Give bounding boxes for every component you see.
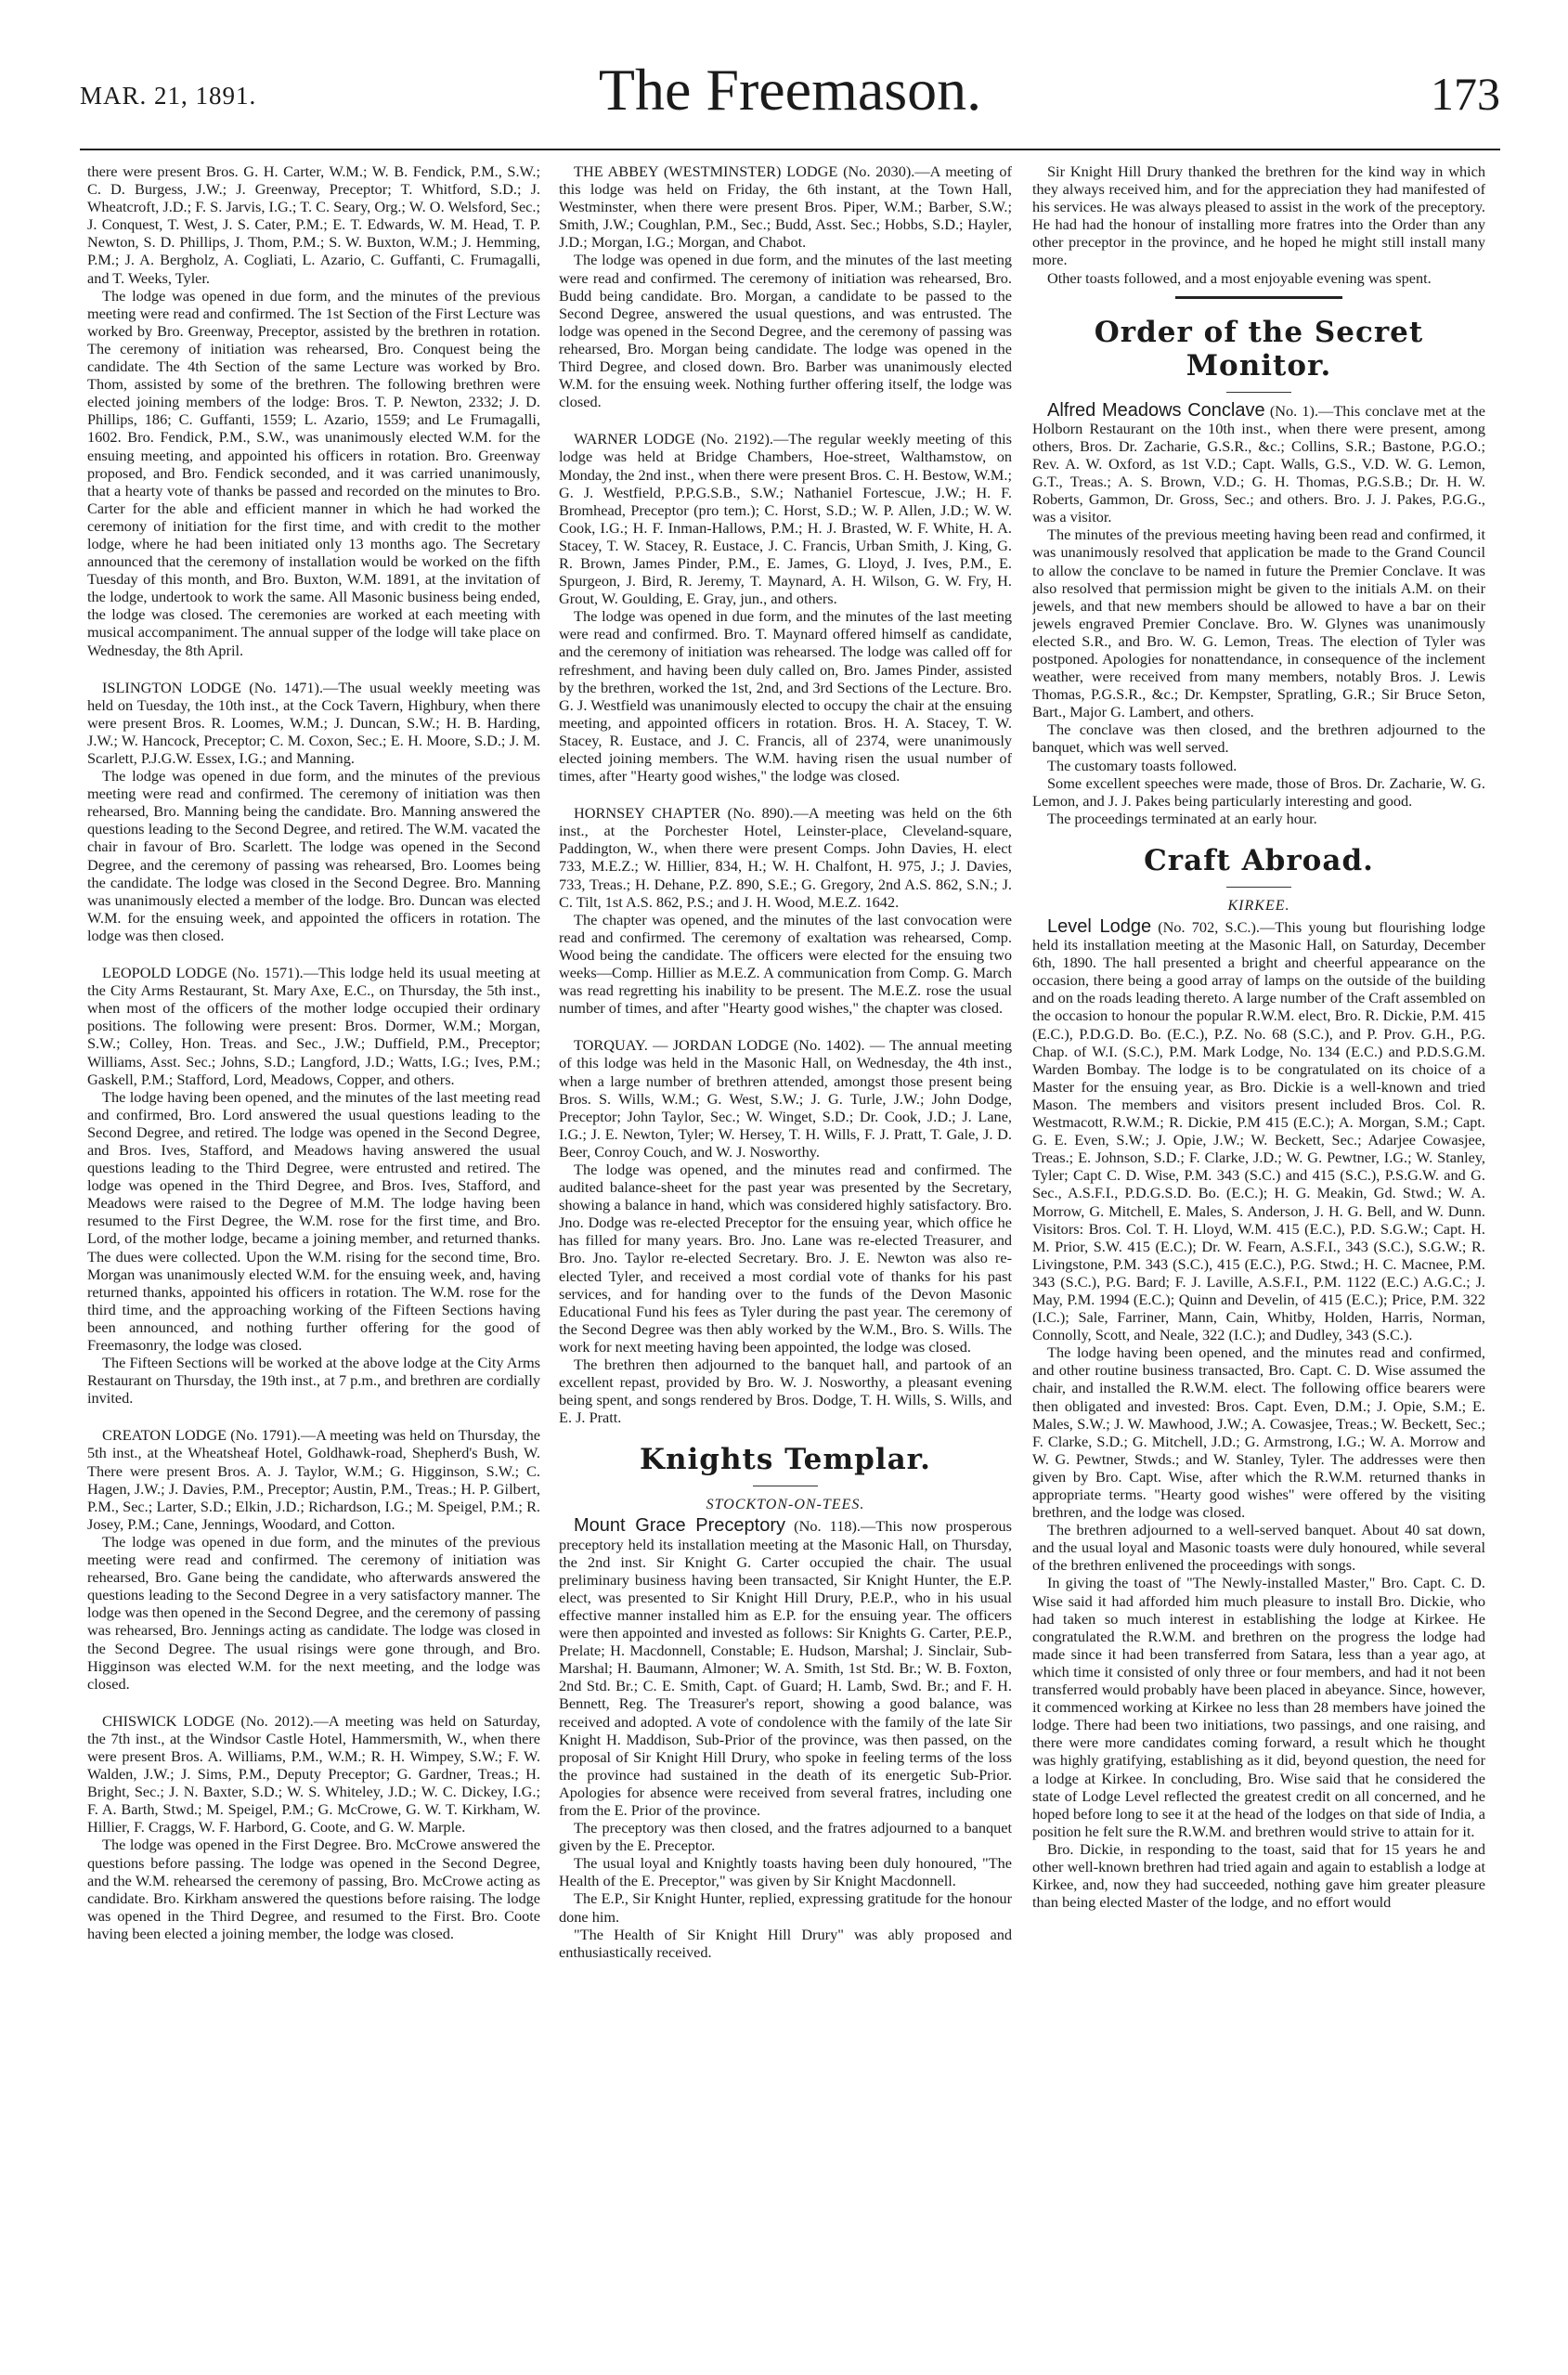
- paragraph: Bro. Dickie, in responding to the toast, said that for 15 years he and other well-known brethren had tried again and again to establish a lodge at Kirkee, and, now they had succeeded, nothing gave him greater pleasure than being elected Master of the lodge, and no effort would: [1032, 1839, 1485, 1912]
- divider: [1226, 887, 1291, 888]
- newspaper-title: The Freemason.: [598, 57, 982, 123]
- paragraph: WARNER LODGE (No. 2192).—The regular weekly meeting of this lodge was held at Bridge Chambers, Hoe-street, Walthamstow, on Monday, the 2nd inst., when there were present Bros. C. H. Bestow, W.M.; G. J. Westfield, P.P.G.S.B., S.W.; Nathaniel Fortescue, J.W.; H. F. Bromhead, Preceptor (pro tem.); C. Horst, S.D.; W. P. Allen, J.D.; W. W. Cook, I.G.; H. F. Inman-Hallows, P.M.; H. J. Brasted, W. F. White, H. A. Stacey, T. W. Stacey, R. Eustace, J. C. Francis, Urban Smith, J. King, G. R. Brown, James Pinder, P.M., E. James, G. Lloyd, J. Ives, P.M., E. Spurgeon, J. Bird, R. Jeremy, T. Maynard, A. H. Wilson, G. W. Fry, H. Grout, W. Goulding, E. Gray, jun., and others.: [559, 430, 1012, 608]
- paragraph: Other toasts followed, and a most enjoyable evening was spent.: [1047, 268, 1432, 287]
- paragraph: The lodge was opened in due form, and the minutes of the previous meeting were read and confirmed. The ceremony of initiation was then rehearsed, Bro. Manning being the candidate. Bro. Manning answered the questions leading to the Second Degree, and retired. The W.M. vacated the chair in favour of Bro. Scarlett. The lodge was opened in the Second Degree, and the ceremony of passing was rehearsed, Bro. Loomes being the candidate. The lodge was closed in the Second Degree. Bro. Manning was unanimously elected a member of the lodge. Bro. Duncan was elected W.M. for the ensuing week, and appointed the officers in rotation. The lodge was then closed.: [87, 767, 540, 944]
- section-heading-craft-abroad: Craft Abroad.: [1144, 843, 1374, 877]
- paragraph: ISLINGTON LODGE (No. 1471).—The usual weekly meeting was held on Tuesday, the 10th inst., at the Cock Tavern, Highbury, when there were present Bros. R. Loomes, W.M.; J. Duncan, S.W.; H. B. Harding, J.W.; W. Hancock, Preceptor; C. M. Coxon, Sec.; E. H. Moore, S.D.; J. M. Scarlett, P.J.G.W. Essex, I.G.; and Manning.: [87, 678, 540, 767]
- paragraph: The lodge having been opened, and the minutes read and confirmed, and other routine business transacted, Bro. Capt. C. D. Wise assumed the chair, and installed the R.W.M. elect. The following office bearers were then obligated and invested: Bros. Capt. Even, D.M.; J. Opie, S.M.; E. Males, S.W.; J. W. Mawhood, J.W.; A. Cowasjee, Treas.; W. Beckett, Sec.; F. Clarke, S.D.; G. Mitchell, J.D.; G. Armstrong, I.G.; W. A. Morrow and W. G. Pewtner, Stwds.; and W. Stanley, Tyler. The addresses were then given by Bro. Capt. Wise, after which the R.W.M. returned thanks in appropriate terms. "Hearty good wishes" were offered by the visiting brethren, and the lodge was closed.: [1032, 1343, 1485, 1522]
- section-heading-secret-monitor: Order of the Secret Monitor.: [1094, 315, 1424, 383]
- divider: [1175, 296, 1342, 299]
- paragraph: Sir Knight Hill Drury thanked the brethren for the kind way in which they always received him, and for the appreciation they had manifested of his services. He was always pleased to assist in the work of the preceptory. He had had the honour of installing more fratres into the Order than any other preceptor in the province, and he hoped he might still install many more.: [1032, 162, 1485, 269]
- runin-title: Level Lodge: [1047, 916, 1152, 937]
- paragraph: The lodge was opened in due form, and the minutes of the last meeting were read and confirmed. The ceremony of initiation was rehearsed, Bro. Budd being candidate. Bro. Morgan, a candidate to be passed to the Second Degree, answered the usual questions, and was entrusted. The lodge was opened in the Second Degree, and the ceremony of passing was rehearsed, Bro. Morgan being candidate. The lodge was opened in the Third Degree, and closed down. Bro. Barber was unanimously elected W.M. for the ensuing week. Nothing further offering itself, the lodge was closed.: [559, 251, 1012, 411]
- paragraph: The lodge was opened in the First Degree. Bro. McCrowe answered the questions before passing. The lodge was opened in the Second Degree, and the W.M. rehearsed the ceremony of passing, Bro. McCrowe acting as candidate. Bro. Kirkham answered the questions before raising. The lodge was opened in the Third Degree, and resumed to the First. Bro. Coote having been elected a joining member, the lodge was closed.: [87, 1836, 540, 1942]
- paragraph: CHISWICK LODGE (No. 2012).—A meeting was held on Saturday, the 7th inst., at the Windsor Castle Hotel, Hammersmith, W., when there were present Bros. A. Williams, P.M., W.M.; R. H. Wimpey, S.W.; F. W. Walden, J.W.; J. Sims, P.M., Deputy Preceptor; G. Gardner, Treas.; H. Bright, Sec.; J. N. Baxter, S.D.; W. S. Whiteley, J.D.; W. C. Dickey, I.G.; F. A. Barth, Stwd.; M. Speigel, P.M.; G. McCrowe, G. W. T. Kirkham, W. Hillier, F. Craggs, W. F. Harbord, G. Coote, and G. W. Marple.: [87, 1711, 540, 1836]
- masthead-rule: [80, 149, 1500, 150]
- masthead: [80, 56, 1500, 139]
- paragraph: Mount Grace Preceptory (No. 118).—This now prosperous preceptory held its installation meeting at the Masonic Hall, on Thursday, the 2nd inst. Sir Knight G. Carter occupied the chair. The usual preliminary business having been transacted, Sir Knight Hunter, the E.P. elect, was presented to Sir Knight Hill Drury, P.E.P., who in his usual effective manner installed him as E.P. for the ensuing year. The officers were then appointed and invested as follows: Sir Knights G. Carter, P.E.P., Prelate; H. Macdonnell, Constable; E. Hudson, Marshal; J. Sinclair, Sub-Marshal; H. Baumann, Almoner; W. A. Smith, 1st Std. Br.; W. B. Foxton, 2nd Std. Br.; C. E. Smith, Capt. of Guard; H. Lamb, Swd. Br.; and F. H. Bennett, Reg. The Treasurer's report, showing a good balance, was received and adopted. A vote of condolence with the family of the late Sir Knight H. Maddison, Sub-Prior of the province, was then passed, on the proposal of Sir Knight Hill Drury, who spoke in feeling terms of the loss the province had sustained in the death of its energetic Sub-Prior. Apologies for absence were received from several fratres, including one from the E. Prior of the province.: [559, 1515, 1012, 1819]
- paragraph: THE ABBEY (WESTMINSTER) LODGE (No. 2030).—A meeting of this lodge was held on Friday, the 6th instant, at the Town Hall, Westminster, when there were present Bros. Piper, W.M.; Barber, S.W.; Smith, J.W.; Coughlan, P.M., Sec.; Budd, Asst. Sec.; Hobbs, S.D.; Hayler, J.D.; Morgan, I.G.; Morgan, and Chabot.: [559, 162, 1012, 252]
- paragraph: The lodge was opened, and the minutes read and confirmed. The audited balance-sheet for the past year was presented by the Secretary, showing a balance in hand, which was considered highly satisfactory. Bro. Jno. Dodge was re-elected Preceptor for the ensuing year, which office he has filled for many years. Bro. Jno. Lane was re-elected Treasurer, and Bro. Jno. Taylor re-elected Secretary. Bro. J. E. Newton was also re-elected Tyler, and received a most cordial vote of thanks for his past services, and for handing over to the funds of the Devon Masonic Educational Fund his fees as Tyler during the past year. The ceremony of the Second Degree was then ably worked by the W.M., Bro. S. Wills. The work for next meeting having been appointed, the lodge was closed.: [559, 1160, 1012, 1356]
- paragraph: The proceedings terminated at an early hour.: [1047, 809, 1317, 827]
- paragraph: The brethren adjourned to a well-served banquet. About 40 sat down, and the usual loyal and Masonic toasts were duly honoured, while several of the brethren enlivened the proceedings with songs.: [1032, 1521, 1485, 1575]
- runin-title: Mount Grace Preceptory: [574, 1515, 786, 1537]
- paragraph: The Fifteen Sections will be worked at the above lodge at the City Arms Restaurant on Thursday, the 19th inst., at 7 p.m., and brethren are cordially invited.: [87, 1354, 540, 1408]
- paragraph: The customary toasts followed.: [1047, 756, 1238, 774]
- section-heading-knights-templar: Knights Templar.: [640, 1443, 931, 1477]
- paragraph: The lodge was opened in due form, and the minutes of the last meeting were read and confirmed. Bro. T. Maynard offered himself as candidate, and the ceremony of initiation was rehearsed. The lodge was called off for refreshment, and having been duly called on, Bro. James Pinder, assisted by the brethren, worked the 1st, 2nd, and 3rd Sections of the Lecture. Bro. G. J. Westfield was unanimously elected to occupy the chair at the ensuing meeting, and appointed officers in rotation. Bros. H. A. Stacey, T. W. Stacey, R. Eustace, and J. C. Francis, all of 2374, were unanimously elected joining members. The W.M. having risen the usual number of times, after "Hearty good wishes," the lodge was closed.: [559, 607, 1012, 785]
- paragraph: The lodge was opened in due form, and the minutes of the previous meeting were read and confirmed. The 1st Section of the First Lecture was worked by Bro. Greenway, Preceptor, assisted by the brethren in rotation. The ceremony of initiation was rehearsed, Bro. Conquest being the candidate. The 4th Section of the same Lecture was worked by Bro. Thom, assisted by some of the brethren. The following brethren were elected joining members of the lodge: Bros. T. P. Newton, 2332; J. D. Phillips, 186; C. Guffanti, 1559; L. Azario, 1559; and Le Frumagalli, 1602. Bro. Fendick, P.M., S.W., was unanimously elected W.M. for the ensuing meeting, and appointed his officers in rotation. Bro. Greenway proposed, and Bro. Fendick seconded, and it was carried unanimously, that a hearty vote of thanks be passed and recorded on the minutes to Bro. Carter for the able and efficient manner in which he had worked the ceremony of initiation for the first time, and with credit to the mother lodge, where he had been initiated only 13 months ago. The Secretary announced that the ceremony of installation would be worked on the fifth Tuesday of this month, and Bro. Buxton, W.M. 1891, at the invitation of the lodge, undertook to work the same. All Masonic business being ended, the lodge was closed. The ceremonies are worked at each meeting with musical accompaniment. The annual supper of the lodge will take place on Wednesday, the 8th April.: [87, 286, 540, 659]
- paragraph: The lodge having been opened, and the minutes of the last meeting read and confirmed, Bro. Lord answered the usual questions leading to the Second Degree, and retired. The lodge was opened in the Second Degree, and Bros. Ives, Stafford, and Meadows having answered the usual questions leading to the Third Degree, were entrusted and retired. The lodge was opened in the Third Degree, and Bros. Ives, Stafford, and Meadows were raised to the Degree of M.M. The lodge having been resumed to the First Degree, the W.M. rose for the first time, and Bro. Lord, of the mother lodge, became a joining member, and returned thanks. The dues were collected. Upon the W.M. rising for the second time, Bro. Morgan was unanimously elected W.M. for the ensuing week, and, having returned thanks, appointed his officers in rotation. The W.M. rose for the third time, and the approaching working of the Fifteen Sections having been announced, and nothing further offering for the good of Freemasonry, the lodge was closed.: [87, 1087, 540, 1354]
- paragraph: The chapter was opened, and the minutes of the last convocation were read and confirmed. The ceremony of exaltation was rehearsed, Comp. Wood being the candidate. The officers were elected for the ensuing two weeks—Comp. Hillier as M.E.Z. A communication from Comp. G. March was read regretting his inability to be present. The M.E.Z. rose the usual number of times, and after "Hearty good wishes," the chapter was closed.: [559, 910, 1012, 1018]
- paragraph: The minutes of the previous meeting having been read and confirmed, it was unanimously resolved that application be made to the Grand Council to allow the conclave to be named in future the Premier Conclave. It was also resolved that permission might be given to the initials A.M. on their jewels, and that new members should be allowed to have a bar on their jewels engraved Premier Conclave. Bro. W. Glynes was unanimously elected S.R., and Bro. W. G. Lemon, Treas. The election of Tyler was postponed. Apologies for nonattendance, in consequence of the inclement weather, were received from many members, notably Bros. J. Lewis Thomas, P.G.S.R., &c.; Dr. Kempster, Spratling, G.R.; Sir Bruce Seton, Bart., Major G. Lambert, and others.: [1032, 526, 1485, 721]
- paragraph: "The Health of Sir Knight Hill Drury" was ably proposed and enthusiastically received.: [559, 1925, 1012, 1961]
- paragraph: Level Lodge (No. 702, S.C.).—This young but flourishing lodge held its installation meeting at the Masonic Hall, on Saturday, December 6th, 1890. The hall presented a bright and cheerful appearance on the occasion, there being a good array of lamps on the outside of the building and on the roads leading thereto. A large number of the Craft assembled on the occasion to honour the popular R.W.M. elect, Bro. R. Dickie, P.M. 415 (E.C.), P.D.G.D. Bo. (E.C.), P.Z. No. 68 (S.C.), and P. Prov. G.H., P.G. Chap. of W.I. (S.C.), P.M. Mark Lodge, No. 134 (E.C.) and P.D.S.G.M. Warden Bombay. The lodge is to be congratulated on its choice of a Master for the ensuing year, as Bro. Dickie is a well-known and tried Mason. The members and visitors present included Bros. Col. R. Westmacott, R.W.M.; R. Dickie, P.M 415 (E.C.); A. Morgan, S.M.; Capt. G. E. Even, S.W.; J. Opie, J.W.; W. Beckett, Sec.; Adarjee Cowasjee, Treas.; E. Johnson, S.D.; F. Clarke, J.D.; W. G. Pewtner, I.G.; W. Stanley, Tyler; Capt C. D. Wise, P.M. 343 (S.C.) and 415 (S.C.), P.S.G.W. and G. Sec., A.S.F.I., P.D.G.S.D. Bo. (E.C.); H. G. Meakin, Gd. Stwd.; W. A. Morrow, G. Mitchell, E. Males, S. Anderson, J. H. G. Bell, and W. Dunn. Visitors: Bros. Col. T. H. Lloyd, W.M. 415 (E.C.), P.D. S.G.W.; Capt. H. M. Prior, S.W. 415 (E.C.); Dr. W. Fearn, A.S.F.I., 343 (S.C.), S.G.W.; R. Livingstone, P.M. 343 (S.C.), 415 (E.C.), P.G. Stwd.; H. C. Macnee, P.M. 343 (S.C.), P.G. Bard; F. J. Laville, A.S.F.I., P.M. 1122 (E.C.) A.G.C.; J. May, P.M. 1994 (E.C.); Quinn and Develin, of 415 (E.C.); Price, P.M. 322 (I.C.); Sale, Farriner, Mann, Cain, Whitby, Holden, Harris, Norman, Connolly, Scott, and Neale, 322 (I.C.); and Dudley, 343 (S.C.).: [1032, 916, 1485, 1344]
- paragraph: Alfred Meadows Conclave (No. 1).—This conclave met at the Holborn Restaurant on the 10th inst., when there were present, among others, Bros. Dr. Zacharie, G.S.R., &c.; Collins, S.R.; Bastone, P.G.O.; Rev. A. W. Oxford, as 1st V.D.; Capt. Walls, G.S., V.D. W. G. Lemon, G.T., Treas.; A. S. Brown, V.D.; G. H. Thomas, P.G.S.B.; Dr. H. W. Roberts, Gammon, Dr. Gross, Sec.; and others. Bro. J. J. Pakes, P.G.G., was a visitor.: [1032, 399, 1485, 526]
- page-number: 173: [1431, 68, 1500, 120]
- runin-title: Alfred Meadows Conclave: [1047, 399, 1265, 421]
- paragraph: The E.P., Sir Knight Hunter, replied, expressing gratitude for the honour done him.: [559, 1889, 1012, 1926]
- paragraph: there were present Bros. G. H. Carter, W.M.; W. B. Fendick, P.M., S.W.; C. D. Burgess, J.W.; J. Greenway, Preceptor; T. Whitford, S.D.; J. Wheatcroft, J.D.; F. S. Jarvis, I.G.; T. C. Seary, Org.; W. O. Welsford, Sec.; J. Conquest, T. West, J. S. Cater, P.M.; E. T. Edwards, W. M. Head, T. P. Newton, S. D. Phillips, J. Thom, P.M.; S. W. Buxton, W.M.; J. Hemming, P.M.; J. A. Bergholz, A. Cogliati, L. Azario, C. Guffanti, C. Frumagalli, and T. Weeks, Tyler.: [87, 162, 540, 287]
- place-name: KIRKEE.: [1227, 897, 1290, 914]
- paragraph: The conclave was then closed, and the brethren adjourned to the banquet, which was well served.: [1032, 720, 1485, 757]
- paragraph: The usual loyal and Knightly toasts having been duly honoured, "The Health of the E. Preceptor," was given by Sir Knight Macdonnell.: [559, 1854, 1012, 1890]
- paragraph: In giving the toast of "The Newly-installed Master," Bro. Capt. C. D. Wise said it had afforded him much pleasure to install Bro. Dickie, who had taken so much interest in establishing the lodge at Kirkee. He congratulated the R.W.M. and brethren on the progress the lodge had made since it had been transferred from Satara, less than a year ago, at which time it consisted of only three or four members, and had it not been transferred would probably have been placed in abeyance. Since, however, it commenced working at Kirkee no less than 28 members have joined the lodge. There had been two initiations, two passings, and one raising, and there were more candidates coming forward, a result which he thought was highly gratifying, establishing as it did, beyond question, the need for a lodge at Kirkee. In concluding, Bro. Wise said that he considered the state of Lodge Level reflected the greatest credit on all concerned, and he hoped before long to see it at the head of the lodges on that side of India, a position he felt sure the R.W.M. and brethren would strive to attain for it.: [1032, 1574, 1485, 1840]
- paragraph: HORNSEY CHAPTER (No. 890).—A meeting was held on the 6th inst., at the Porchester Hotel, Leinster-place, Cleveland-square, Paddington, W., when there were present Comps. John Davies, H. elect 733, M.E.Z.; W. Hillier, 834, H.; W. H. Chalfont, H. 975, J.; J. Davies, 733, Treas.; H. Dehane, P.Z. 890, S.E.; G. Gregory, 2nd A.S. 862, S.N.; J. C. Tilt, 1st A.S. 862, P.S.; and J. H. Wood, M.E.Z. 1642.: [559, 804, 1012, 911]
- paragraph: The lodge was opened in due form, and the minutes of the previous meeting were read and confirmed. The ceremony of initiation was rehearsed, Bro. Gane being the candidate, who afterwards answered the questions leading to the Second Degree in a very satisfactory manner. The lodge was then opened in the Second Degree, and the ceremony of passing was rehearsed, Bro. Jennings acting as candidate. The lodge was closed in the Second Degree. The usual risings were gone through, and Bro. Higginson was elected W.M. for the next meeting, and the lodge was closed.: [87, 1532, 540, 1693]
- paragraph: CREATON LODGE (No. 1791).—A meeting was held on Thursday, the 5th inst., at the Wheatsheaf Hotel, Goldhawk-road, Shepherd's Bush, W. There were present Bros. A. J. Taylor, W.M.; G. Higginson, S.W.; C. Hagen, J.W.; J. Davies, P.M., Preceptor; Austin, P.M., Treas.; H. P. Gilbert, P.M., Sec.; Larter, S.D.; Elkin, J.D.; Richardson, I.G.; M. Speigel, P.M.; R. Josey, P.M.; Cane, Jennings, Woodard, and Cotton.: [87, 1426, 540, 1533]
- paragraph: LEOPOLD LODGE (No. 1571).—This lodge held its usual meeting at the City Arms Restaurant, St. Mary Axe, E.C., on Thursday, the 5th inst., when most of the officers of the mother lodge occupied their ordinary positions. The following were present: Bros. Dormer, W.M.; Morgan, S.W.; Colley, Hon. Treas. and Sec., J.W.; Duffield, P.M., Preceptor; Williams, Asst. Sec.; Johns, S.D.; Langford, J.D.; Watts, I.G.; Ives, P.M.; Gaskell, P.M.; Stafford, Lord, Meadows, Copper, and others.: [87, 964, 540, 1088]
- column-1: [87, 162, 540, 2358]
- paragraph: The brethren then adjourned to the banquet hall, and partook of an excellent repast, provided by Bro. W. J. Nosworthy, a pleasant evening being spent, and songs rendered by Bros. Dodge, T. H. Wills, S. Wills, and E. J. Pratt.: [559, 1356, 1012, 1427]
- column-3: [1032, 162, 1485, 2358]
- issue-date: MAR. 21, 1891.: [80, 82, 257, 110]
- column-2: [559, 162, 1012, 2358]
- place-name: STOCKTON-ON-TEES.: [706, 1497, 865, 1513]
- paragraph: The preceptory was then closed, and the fratres adjourned to a banquet given by the E. Preceptor.: [559, 1819, 1012, 1855]
- paragraph: Some excellent speeches were made, those of Bros. Dr. Zacharie, W. G. Lemon, and J. J. Pakes being particularly interesting and good.: [1032, 773, 1485, 810]
- divider: [1226, 392, 1291, 393]
- paragraph: TORQUAY. — JORDAN LODGE (No. 1402). — The annual meeting of this lodge was held in the Masonic Hall, on Wednesday, the 4th inst., when a large number of brethren attended, amongst those present being Bros. S. Wills, W.M.; G. West, S.W.; J. G. Turle, J.W.; John Dodge, Preceptor; John Taylor, Sec.; W. Winget, S.D.; Dr. Cook, J.D.; J. Lane, I.G.; J. E. Newton, Tyler; W. Hersey, T. H. Wills, F. J. Pratt, T. Gale, J. D. Beer, Conroy Couch, and W. J. Nosworthy.: [559, 1036, 1012, 1161]
